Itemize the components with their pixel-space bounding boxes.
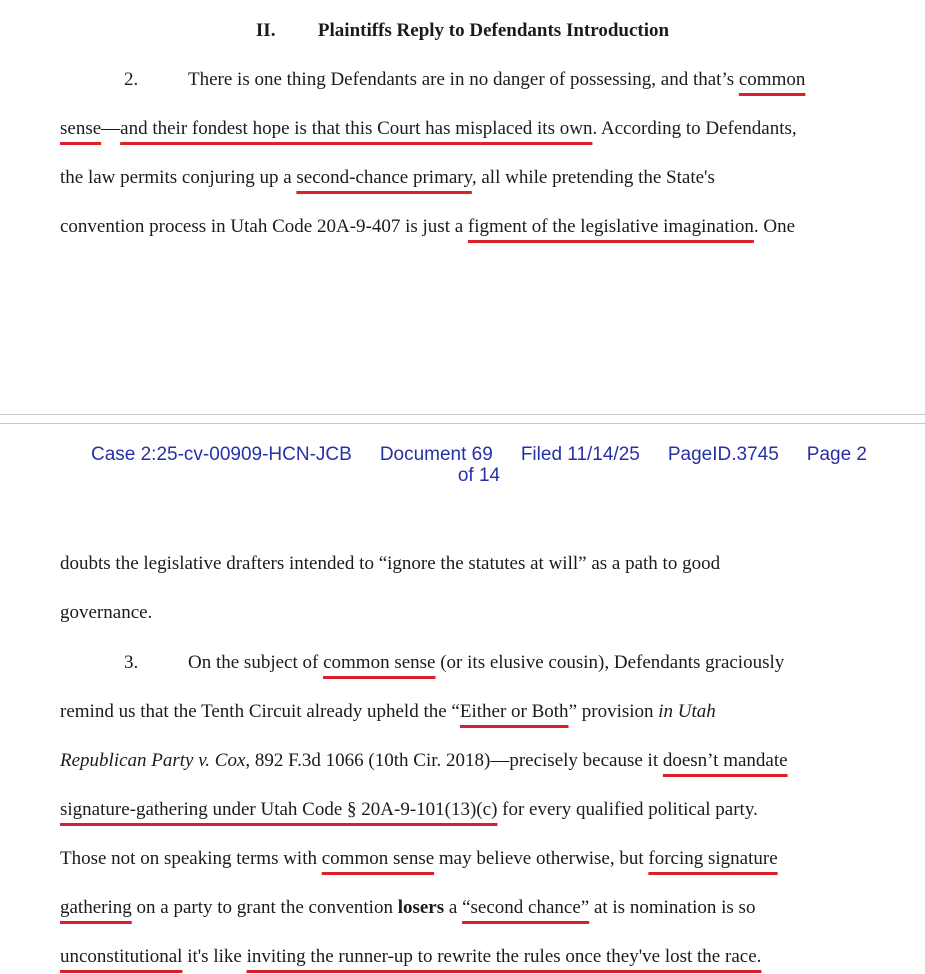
text-span: the law permits conjuring up a: [60, 167, 297, 188]
case-number: Case 2:25-cv-00909-HCN-JCB: [90, 444, 352, 465]
text-span: it's like: [182, 946, 247, 967]
section-heading: [0, 19, 925, 43]
highlight-span: “second chance”: [462, 897, 590, 918]
para2-line-2: [60, 117, 797, 141]
text-span: convention process in Utah Code 20A-9-407 is just a: [60, 216, 468, 237]
text-span: —: [101, 118, 121, 139]
para3-line-2: [60, 700, 716, 724]
highlight-span: common: [738, 69, 806, 90]
text-span: . According to Defendants,: [592, 118, 797, 139]
para3-line-1: [60, 651, 784, 675]
para3-line-3: [60, 749, 788, 773]
case-header: [44, 444, 914, 486]
section-title: Plaintiffs Reply to Defendants Introduction: [317, 20, 670, 41]
para3-line-6: [60, 896, 755, 920]
bold-span: losers: [397, 897, 445, 918]
text-span: may believe otherwise, but: [434, 848, 649, 869]
para2-line-3: [60, 166, 715, 190]
text-span: Those not on speaking terms with: [60, 848, 322, 869]
highlight-span: signature-gathering under Utah Code § 20A-9-101(13)(c): [60, 799, 498, 820]
page-number: Page 2: [806, 444, 867, 465]
highlight-span: gathering: [60, 897, 132, 918]
para3-number: 3.: [124, 652, 139, 673]
highlight-span: inviting the runner-up to rewrite the rules once they've lost the race.: [246, 946, 762, 967]
para2-number: 2.: [124, 69, 139, 90]
highlight-span: figment of the legislative imagination: [467, 216, 754, 237]
text-span: . One: [753, 216, 796, 237]
text-span: (or its elusive cousin), Defendants graciously: [435, 652, 785, 673]
cont-line-2: governance.: [60, 602, 153, 623]
page-break-divider: [0, 414, 925, 424]
text-span: at is nomination is so: [589, 897, 756, 918]
highlight-span: common sense: [321, 848, 435, 869]
para3-line-4: [60, 798, 758, 822]
cont-line-1: doubts the legislative drafters intended to “ignore the statutes at will” as a path to good: [60, 553, 721, 574]
text-span: for every qualified political party.: [497, 799, 758, 820]
para2-line-1: [60, 68, 805, 92]
text-span: a: [444, 897, 463, 918]
para3-line-7: [60, 945, 761, 969]
section-number: II.: [255, 20, 276, 41]
text-span: ” provision: [568, 701, 659, 722]
document-number: Document 69: [379, 444, 493, 465]
highlight-span: sense: [60, 118, 102, 139]
highlight-span: second-chance primary: [296, 167, 472, 188]
text-span: , 892 F.3d 1066 (10th Cir. 2018)—precisely because it: [245, 750, 663, 771]
text-span: On the subject of: [188, 652, 324, 673]
italic-span: Republican Party v. Cox: [60, 750, 246, 771]
highlight-span: common sense: [323, 652, 436, 673]
italic-span: in Utah: [658, 701, 716, 722]
text-span: remind us that the Tenth Circuit already upheld the “: [60, 701, 460, 722]
highlight-span: unconstitutional: [60, 946, 183, 967]
highlight-span: and their fondest hope is that this Court has misplaced its own: [120, 118, 593, 139]
highlight-span: forcing signature: [648, 848, 778, 869]
highlight-span: Either or Both: [459, 701, 569, 722]
text-span: on a party to grant the convention: [131, 897, 398, 918]
para3-line-5: [60, 847, 778, 871]
para2-line-4: [60, 215, 795, 239]
text-span: , all while pretending the State's: [471, 167, 715, 188]
page-id: PageID.3745: [667, 444, 779, 465]
page-total: of 14: [457, 465, 501, 486]
filed-date: Filed 11/14/25: [520, 444, 640, 465]
text-span: There is one thing Defendants are in no danger of possessing, and that’s: [188, 69, 739, 90]
highlight-span: doesn’t mandate: [662, 750, 788, 771]
